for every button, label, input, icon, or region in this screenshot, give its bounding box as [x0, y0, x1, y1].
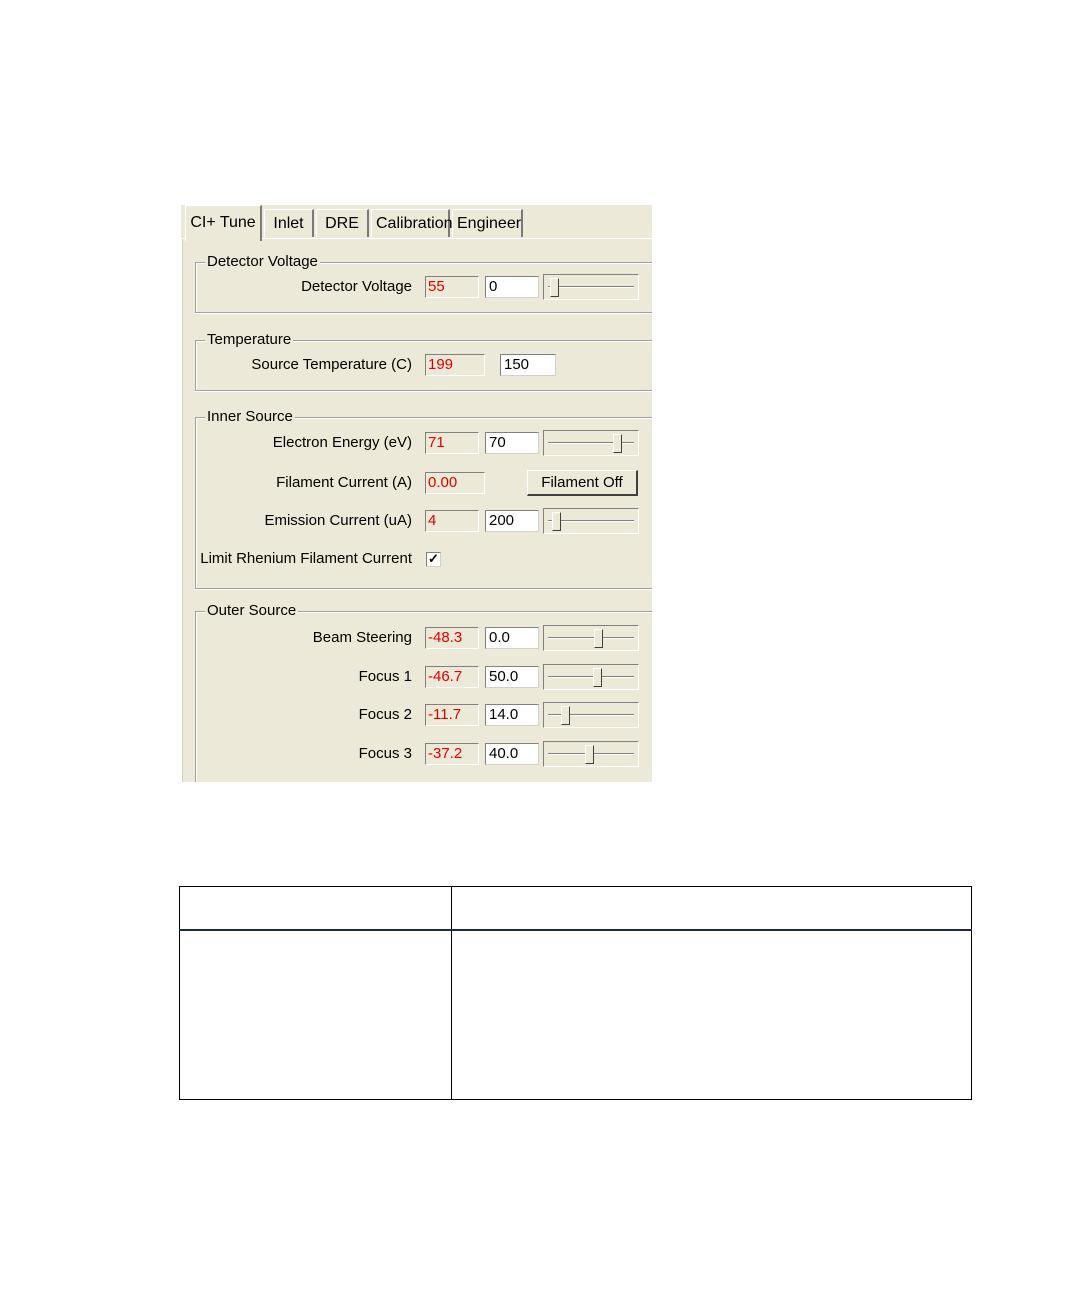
slider-thumb[interactable] [613, 434, 622, 453]
filament-current-readback: 0.00 [425, 472, 485, 494]
beam-steering-input[interactable]: 0.0 [485, 627, 539, 649]
tab-dre[interactable]: DRE [316, 209, 369, 237]
inner-source-group-title: Inner Source [207, 408, 293, 425]
panel-edge-shadow [182, 239, 183, 782]
tab-calibration[interactable]: Calibration [371, 209, 450, 237]
limit-rhenium-label: Limit Rhenium Filament Current [200, 550, 412, 567]
focus-2-label: Focus 2 [358, 706, 412, 723]
outer-source-group-title: Outer Source [207, 602, 297, 619]
slider-track [548, 676, 634, 678]
source-temperature-input[interactable]: 150 [500, 354, 556, 376]
slider-thumb[interactable] [593, 668, 602, 687]
filament-off-button[interactable]: Filament Off [527, 470, 638, 496]
description-table [179, 886, 972, 1100]
electron-energy-slider[interactable] [543, 430, 639, 456]
table-header-row [180, 887, 972, 931]
filament-current-label: Filament Current (A) [276, 474, 412, 491]
focus-3-input[interactable]: 40.0 [485, 743, 539, 765]
tune-panel [181, 205, 652, 782]
slider-thumb[interactable] [552, 512, 561, 531]
slider-thumb[interactable] [550, 278, 559, 297]
table-cell [452, 930, 972, 1100]
emission-current-label: Emission Current (uA) [264, 512, 412, 529]
detector-voltage-slider[interactable] [543, 274, 639, 300]
slider-thumb[interactable] [561, 706, 570, 725]
focus-2-input[interactable]: 14.0 [485, 704, 539, 726]
table-header-cell [180, 887, 452, 931]
limit-rhenium-checkbox[interactable]: ✓ [426, 552, 441, 567]
table-cell [180, 930, 452, 1100]
table-row [180, 930, 972, 1100]
electron-energy-input[interactable]: 70 [485, 432, 539, 454]
slider-track [548, 286, 634, 288]
focus-2-readback: -11.7 [425, 704, 479, 726]
emission-current-readback: 4 [425, 510, 479, 532]
emission-current-input[interactable]: 200 [485, 510, 539, 532]
focus-3-readback: -37.2 [425, 743, 479, 765]
tab-inlet[interactable]: Inlet [264, 209, 314, 237]
beam-steering-slider[interactable] [543, 625, 639, 651]
tab-engineer[interactable]: Engineer [452, 209, 523, 237]
focus-1-label: Focus 1 [358, 668, 412, 685]
electron-energy-readback: 71 [425, 432, 479, 454]
slider-track [548, 520, 634, 522]
focus-1-readback: -46.7 [425, 666, 479, 688]
source-temperature-readback: 199 [425, 354, 485, 376]
focus-3-slider[interactable] [543, 741, 639, 767]
beam-steering-label: Beam Steering [312, 629, 412, 646]
slider-thumb[interactable] [585, 745, 594, 764]
focus-1-slider[interactable] [543, 664, 639, 690]
detector-voltage-input[interactable]: 0 [485, 276, 539, 298]
emission-current-slider[interactable] [543, 508, 639, 534]
focus-1-input[interactable]: 50.0 [485, 666, 539, 688]
table-header-cell [452, 887, 972, 931]
focus-2-slider[interactable] [543, 702, 639, 728]
slider-thumb[interactable] [594, 629, 603, 648]
focus-3-label: Focus 3 [358, 745, 412, 762]
beam-steering-readback: -48.3 [425, 627, 479, 649]
tab-ci-tune[interactable]: CI+ Tune [185, 205, 262, 241]
slider-track [548, 637, 634, 639]
detector-voltage-readback: 55 [425, 276, 479, 298]
source-temperature-label: Source Temperature (C) [251, 356, 412, 373]
electron-energy-label: Electron Energy (eV) [272, 434, 412, 451]
detector-voltage-label: Detector Voltage [301, 278, 412, 295]
detector-voltage-group-title: Detector Voltage [207, 253, 318, 270]
tab-strip [181, 205, 652, 239]
temperature-group-title: Temperature [207, 331, 292, 348]
